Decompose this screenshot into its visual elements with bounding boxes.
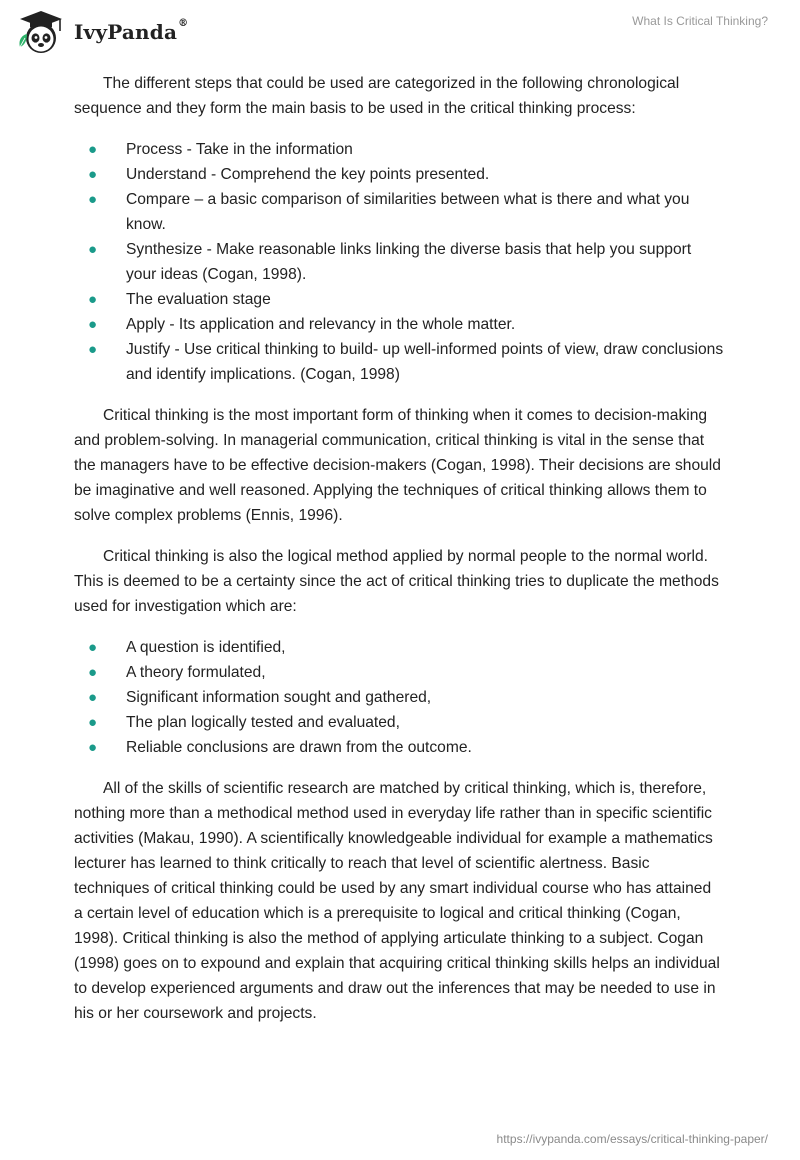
- list-item: ● Process - Take in the information: [126, 137, 724, 162]
- bullet-dot-icon: ●: [88, 316, 98, 333]
- panda-graduate-icon: [16, 9, 66, 55]
- bullet-dot-icon: ●: [88, 241, 98, 258]
- list-item: ● Reliable conclusions are drawn from the outcome.: [126, 735, 724, 760]
- registered-mark: ®: [178, 18, 189, 29]
- list-item: ● The plan logically tested and evaluated,: [126, 710, 724, 735]
- bullet-dot-icon: ●: [88, 689, 98, 706]
- bullet-dot-icon: ●: [88, 291, 98, 308]
- list-item: ● Compare – a basic comparison of similarities between what is there and what you know.: [126, 187, 724, 237]
- essay-body: [74, 71, 724, 1042]
- steps-list: [74, 137, 724, 387]
- list-item: ● A question is identified,: [126, 635, 724, 660]
- paragraph-steps-intro: The different steps that could be used are categorized in the following chronological sequence and they form the main basis to be used in the critical thinking process:: [74, 75, 680, 117]
- ivypanda-logo[interactable]: [16, 9, 188, 55]
- paragraph-logical-method: Critical thinking is also the logical method applied by normal people to the normal world. This is deemed to be a certainty since the act of critical thinking tries to duplicate the methods used for investigation which are:: [74, 548, 719, 615]
- paragraph-decision-making: Critical thinking is the most important form of thinking when it comes to decision-making and problem-solving. In managerial communication, critical thinking is vital in the sense that the managers have to be effective decision-makers (Cogan, 1998). Their decisions are should be imaginative and well reasoned. Applying the techniques of critical thinking allows them to solve complex problems (Ennis, 1996).: [74, 407, 721, 524]
- list-item: ● A theory formulated,: [126, 660, 724, 685]
- logo-wordmark: IvyPanda®: [74, 18, 189, 44]
- paragraph-scientific-research: All of the skills of scientific research are matched by critical thinking, which is, therefore, nothing more than a methodical method used in everyday life rather than in specific scientific activities (Makau, 1990). A scientifically knowledgeable individual for example a mathematics lecturer has learned to think critically to reach that level of scientific alertness. Basic techniques of critical thinking could be used by any smart individual course who has attained a certain level of education which is a prerequisite to logical and critical thinking (Cogan, 1998). Critical thinking is also the method of applying articulate thinking to a subject. Cogan (1998) goes on to expound and explain that acquiring critical thinking skills helps an individual to develop experienced arguments and draw out the inferences that may be needed to use in his or her coursework and projects.: [74, 780, 720, 1022]
- bullet-dot-icon: ●: [88, 166, 98, 183]
- investigation-methods-list: [74, 635, 724, 760]
- list-item: ● Synthesize - Make reasonable links linking the diverse basis that help you support your ideas (Cogan, 1998).: [126, 237, 724, 287]
- list-item: ● Significant information sought and gathered,: [126, 685, 724, 710]
- bullet-dot-icon: ●: [88, 739, 98, 756]
- page-header: [0, 0, 800, 62]
- list-item: ● Apply - Its application and relevancy in the whole matter.: [126, 312, 724, 337]
- bullet-dot-icon: ●: [88, 639, 98, 656]
- source-url[interactable]: https://ivypanda.com/essays/critical-thinking-paper/: [496, 1132, 768, 1146]
- bullet-dot-icon: ●: [88, 341, 98, 358]
- list-item: ● Understand - Comprehend the key points presented.: [126, 162, 724, 187]
- bullet-dot-icon: ●: [88, 664, 98, 681]
- bullet-dot-icon: ●: [88, 191, 98, 208]
- bullet-dot-icon: ●: [88, 141, 98, 158]
- list-item: ● The evaluation stage: [126, 287, 724, 312]
- list-item: ● Justify - Use critical thinking to build- up well-informed points of view, draw conclusions and identify implications. (Cogan, 1998): [126, 337, 724, 387]
- bullet-dot-icon: ●: [88, 714, 98, 731]
- running-title: What Is Critical Thinking?: [632, 14, 768, 28]
